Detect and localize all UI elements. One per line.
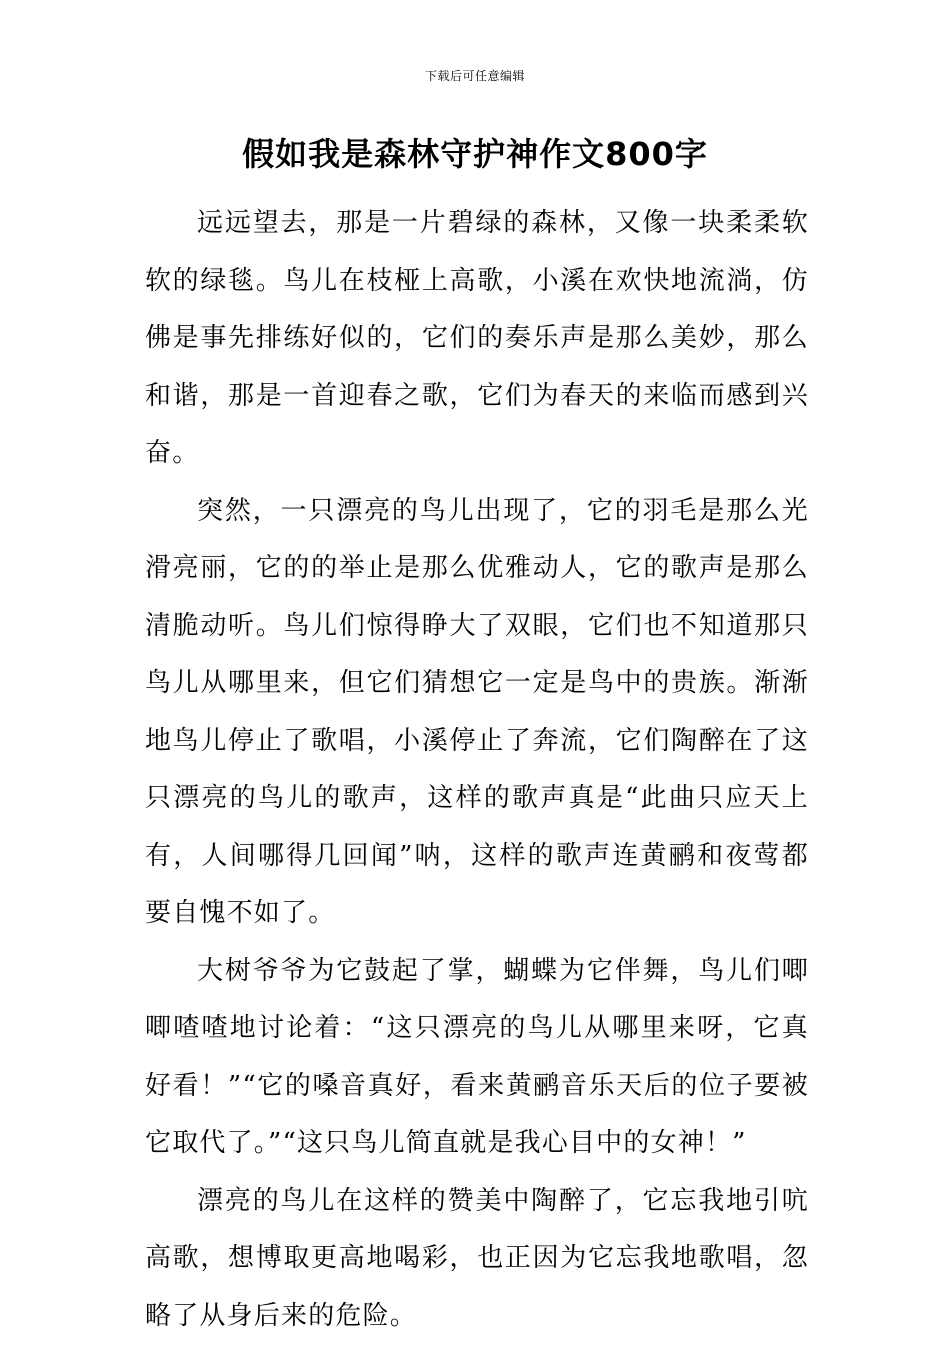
- paragraph: 远远望去，那是一片碧绿的森林，又像一块柔柔软软的绿毯。鸟儿在枝桠上高歌，小溪在欢快地流淌，仿佛是事先排练好似的，它们的奏乐声是那么美妙，那么和谐，那是一首迎春之歌，它们为春天的来临而感到兴奋。: [145, 195, 809, 483]
- document-body: [145, 195, 809, 1345]
- paragraph: 大树爷爷为它鼓起了掌，蝴蝶为它伴舞，鸟儿们唧唧喳喳地讨论着：“这只漂亮的鸟儿从哪里来呀，它真好看！”“它的嗓音真好，看来黄鹂音乐天后的位子要被它取代了。”“这只鸟儿简直就是我心目中的女神！”: [145, 943, 809, 1173]
- header-note: 下载后可任意编辑: [0, 68, 950, 84]
- document-title: 假如我是森林守护神作文800字: [0, 132, 950, 176]
- paragraph: 突然，一只漂亮的鸟儿出现了，它的羽毛是那么光滑亮丽，它的的举止是那么优雅动人，它的歌声是那么清脆动听。鸟儿们惊得睁大了双眼，它们也不知道那只鸟儿从哪里来，但它们猜想它一定是鸟中的贵族。渐渐地鸟儿停止了歌唱，小溪停止了奔流，它们陶醉在了这只漂亮的鸟儿的歌声，这样的歌声真是“此曲只应天上有，人间哪得几回闻”呐，这样的歌声连黄鹂和夜莺都要自愧不如了。: [145, 483, 809, 943]
- paragraph: 漂亮的鸟儿在这样的赞美中陶醉了，它忘我地引吭高歌，想博取更高地喝彩，也正因为它忘我地歌唱，忽略了从身后来的危险。: [145, 1173, 809, 1345]
